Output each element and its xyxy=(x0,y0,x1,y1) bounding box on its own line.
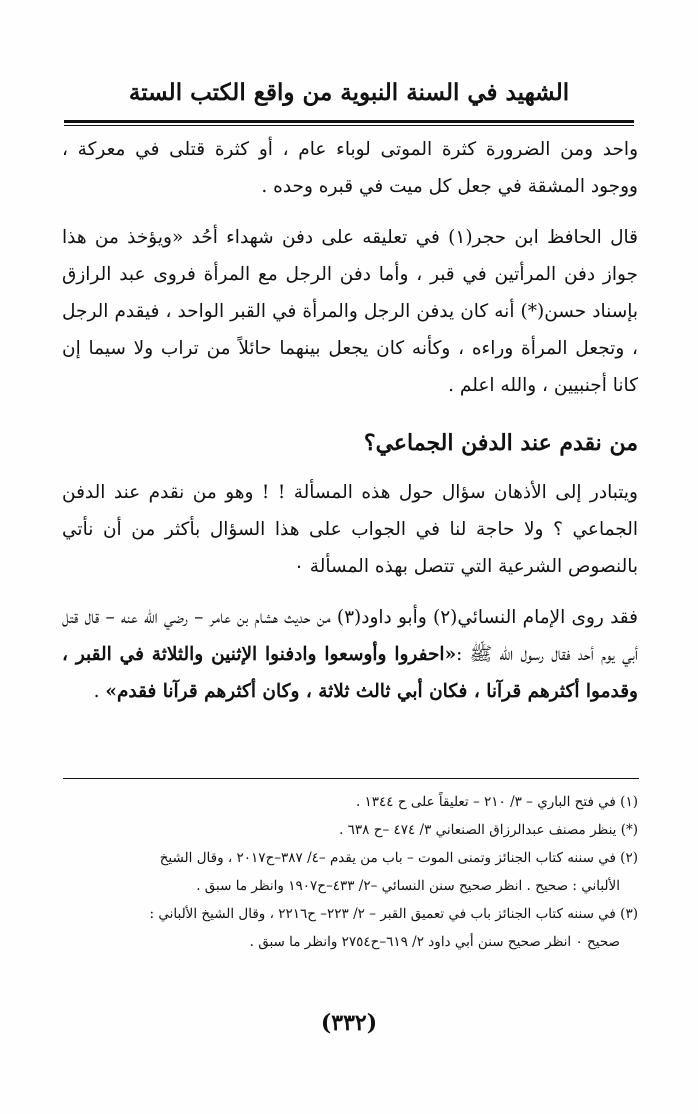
paragraph-2: قال الحافظ ابن حجر(١) في تعليقه على دفن شهداء أحُد «ويؤخذ من هذا جواز دفن المرأتين في قبر ، وأما دفن الرجل مع المرأة فروى عبد الرازق بإسناد حسن(*) أنه كان يدفن الرجل والمرأة في القبر الواحد ، فيقدم الرجل ، وتجعل المرأة وراءه ، وكأنه كان يجعل بينهما حائلاً من تراب ولا سيما إن كانا أجنبيين ، والله اعلم . xyxy=(62,227,639,396)
header-title: الشهيد في السنة النبوية من واقع الكتب الستة xyxy=(128,78,570,106)
footnotes xyxy=(62,790,638,958)
section-heading: من نقدم عند الدفن الجماعي؟ xyxy=(363,430,638,456)
paragraph-4 xyxy=(62,599,638,710)
paragraph-4-end: . xyxy=(93,681,106,702)
hadith-quote: «احفروا وأوسعوا وادفنوا الإثنين والثلاثة في القبر ، وقدموا أكثرهم قرآنا ، فكان أبي ثالث ثلاثة ، وكان أكثرهم قرآنا فقدم» xyxy=(62,644,638,702)
main-text xyxy=(62,128,638,710)
paragraph-3: ويتبادر إلى الأذهان سؤال حول هذه المسألة ! ! وهو من نقدم عند الدفن الجماعي ؟ ولا حاجة لنا في الجواب على هذا السؤال بأكثر من أن نأتي بالنصوص الشرعية التي تتصل بهذه المسألة ٠ xyxy=(62,482,638,577)
footnote-2-continuation: الألباني : صحيح . انظر صحيح سنن النسائي –٢/ ٤٣٣–ح١٩٠٧ وانظر ما سبق . xyxy=(196,878,620,894)
header-rule-thin xyxy=(64,125,634,126)
footnote-3: (٣) في سننه كتاب الجنائز باب في تعميق القبر – ٢/ ٢٢٣– ح٢٢١٦ ، وقال الشيخ الألباني : xyxy=(149,906,638,922)
header-rule-thick xyxy=(64,120,634,123)
footnote-1: (١) في فتح الباري – ٣/ ٢١٠ – تعليقاً على ح ١٣٤٤ . xyxy=(355,794,638,810)
footnote-rule xyxy=(63,778,639,779)
paragraph-4-intro: فقد روى الإمام النسائي(٢) وأبو داود(٣) من حديث هشام بن عامر – رضي الله عنه – قال قتل أبي يوم أحد فقال رسول الله ﷺ : xyxy=(62,607,638,665)
footnote-2: (٢) في سننه كتاب الجنائز وتمنى الموت – باب من يقدم –٤/ ٣٨٧–ح٢٠١٧ ، وقال الشيخ xyxy=(159,850,638,866)
page-number: (٣٣٢) xyxy=(320,1010,378,1036)
paragraph-1: واحد ومن الضرورة كثرة الموتى لوباء عام ، أو كثرة قتلى في معركة ، ووجود المشقة في جعل كل ميت في قبره وحده . xyxy=(62,139,638,197)
footnote-3-continuation: صحيح ٠ انظر صحيح سنن أبي داود ٢/ ٦١٩–ح٢٧٥٤ وانظر ما سبق . xyxy=(249,934,620,950)
footnote-star: (*) ينظر مصنف عبدالرزاق الصنعاني ٣/ ٤٧٤ –ح ٦٣٨ . xyxy=(339,822,638,838)
running-header xyxy=(64,66,634,118)
